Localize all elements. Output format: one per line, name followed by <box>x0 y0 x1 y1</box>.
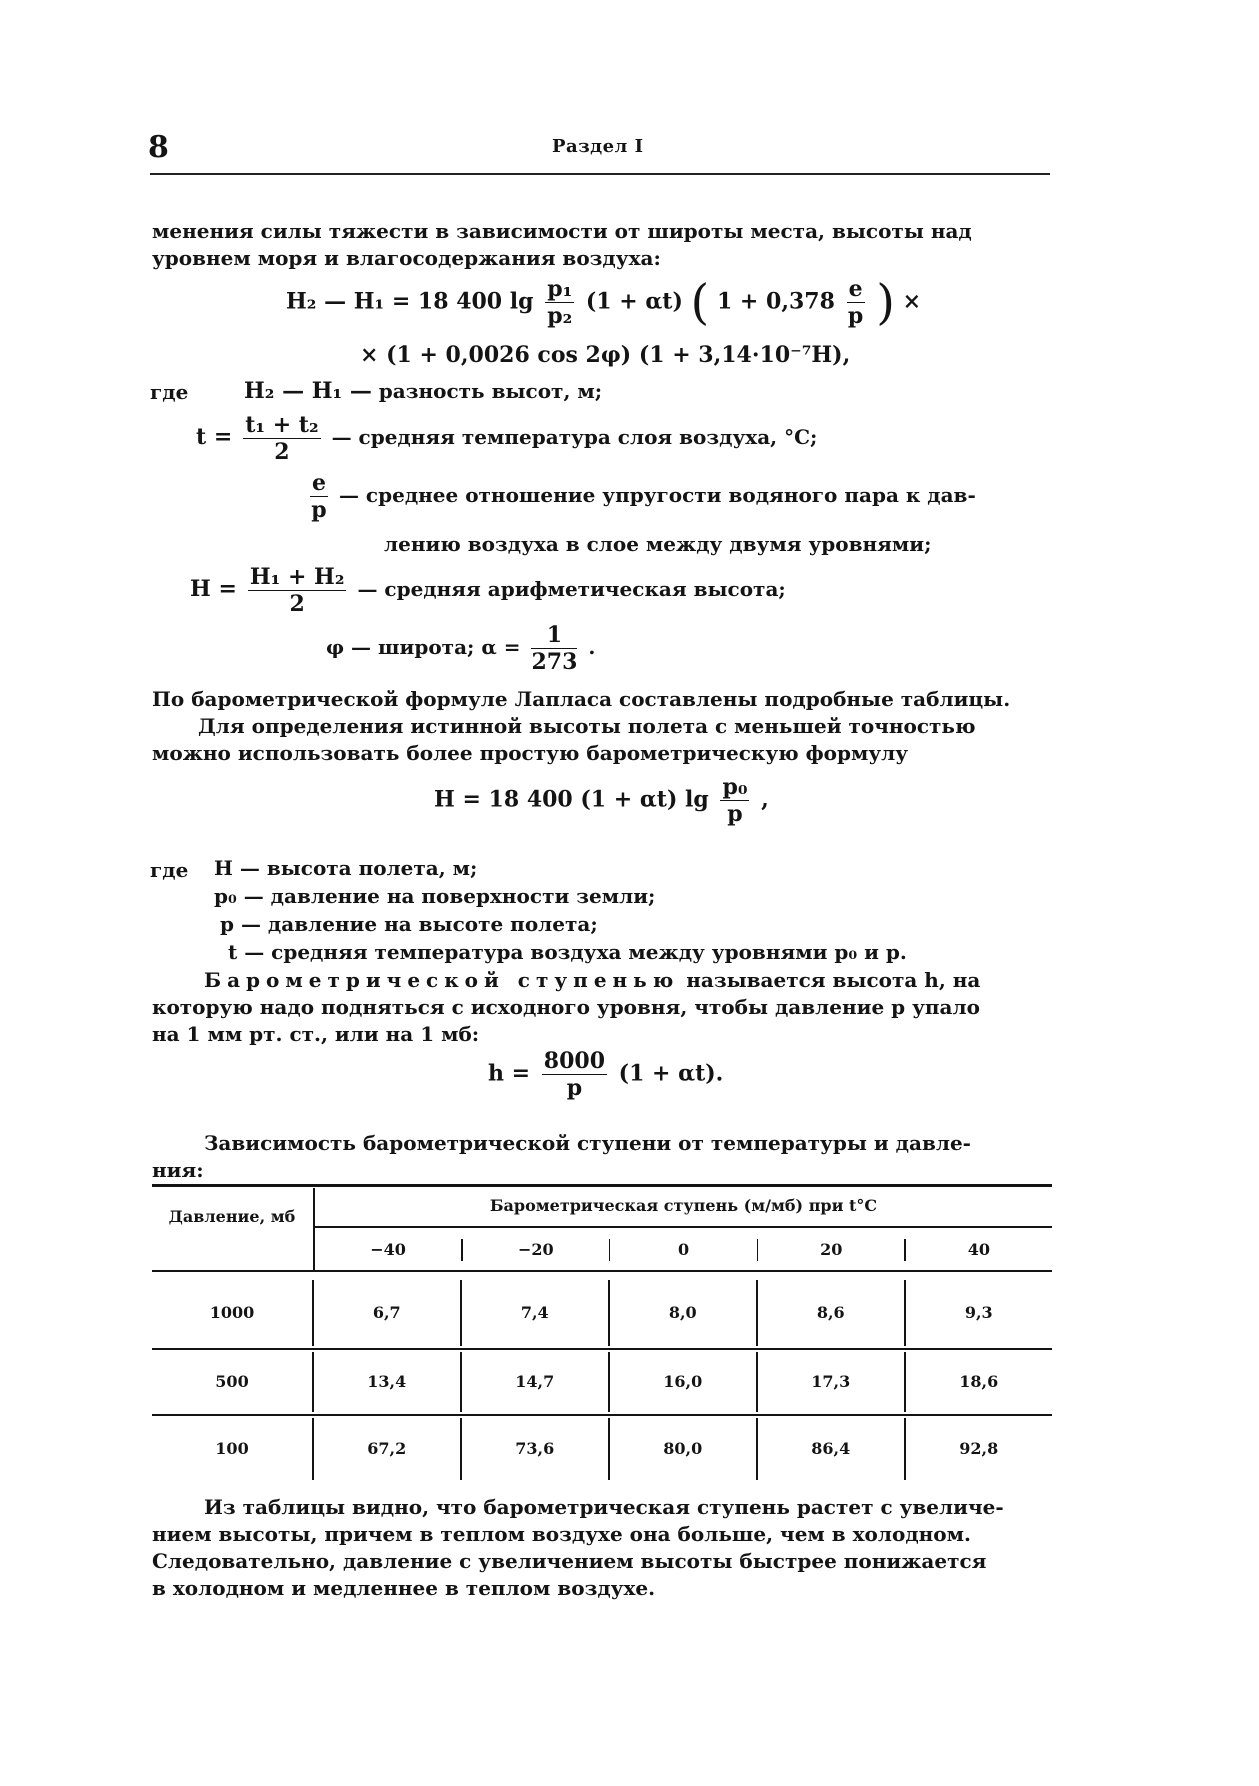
fraction <box>531 622 577 675</box>
table-value-cell: 8,0 <box>668 1303 697 1322</box>
laplace-formula-line2: × (1 + 0,0026 cos 2φ) (1 + 3,14·10⁻⁷H), <box>360 342 851 368</box>
definition-line: p — давление на высоте полета; <box>220 912 598 936</box>
definition-latitude <box>326 622 595 675</box>
formula-lhs: H₂ — H₁ = 18 400 lg <box>286 288 534 315</box>
table-value-cell: 6,7 <box>372 1303 401 1322</box>
fraction <box>310 470 328 523</box>
definition-text: — средняя арифметическая высота; <box>357 577 786 601</box>
left-paren: ( <box>690 274 710 331</box>
table-value-cell: 9,3 <box>964 1303 993 1322</box>
fraction <box>847 276 865 329</box>
fraction <box>720 774 749 827</box>
table-temp-header-row <box>315 1232 1052 1268</box>
text-line: ния: <box>152 1158 204 1182</box>
table-temp-header: 0 <box>677 1240 690 1259</box>
definition-symbol: H₂ — H₁ — <box>244 378 372 404</box>
table-row-rule <box>152 1414 1052 1416</box>
table-caption <box>152 1130 1050 1184</box>
fraction-numerator: e <box>312 470 326 496</box>
table-row <box>152 1280 1052 1346</box>
definition-symbol: t = <box>196 424 233 450</box>
table-pressure-cell: 500 <box>215 1372 249 1391</box>
text-line: Зависимость барометрической ступени от температуры и давле- <box>204 1131 971 1155</box>
page-number: 8 <box>148 130 169 165</box>
definition-text: разность высот, м; <box>378 379 603 403</box>
right-paren: ) <box>876 274 895 331</box>
table-value-cell: 8,6 <box>816 1303 845 1322</box>
table-value-cell: 92,8 <box>959 1439 999 1458</box>
definition-text: φ — широта; α = <box>326 635 521 659</box>
table-row <box>152 1418 1052 1480</box>
definition-text: — средняя температура слоя воздуха, °C; <box>331 425 818 449</box>
text-line: можно использовать более простую барометрическую формулу <box>152 741 909 765</box>
text-line: Следовательно, давление с увеличением высоты быстрее понижается <box>152 1549 987 1573</box>
table-col0-header: Давление, мб <box>168 1207 296 1226</box>
where-label: где <box>150 380 189 404</box>
simple-barometric-formula <box>434 774 769 827</box>
text-line: на 1 мм рт. ст., или на 1 мб: <box>152 1022 480 1046</box>
fraction-denominator: p <box>727 801 743 827</box>
fraction-numerator: H₁ + H₂ <box>249 564 345 590</box>
paragraph-simple-formula <box>152 686 1050 767</box>
header-rule <box>150 173 1050 175</box>
text-line: которую надо подняться с исходного уровня, чтобы давление p упало <box>152 995 980 1019</box>
table-pressure-cell: 100 <box>215 1439 249 1458</box>
step-formula <box>488 1048 723 1101</box>
intro-line: менения силы тяжести в зависимости от широты места, высоты над <box>152 219 972 243</box>
table-temp-header: 40 <box>967 1240 991 1259</box>
table-header-rule <box>152 1270 1052 1272</box>
table-temp-header: −40 <box>370 1240 406 1259</box>
fraction-numerator: e <box>848 276 863 302</box>
text-line <box>152 967 1050 994</box>
definition-text: . <box>588 635 596 659</box>
table-value-cell: 80,0 <box>663 1439 703 1458</box>
fraction-denominator: 273 <box>531 649 578 675</box>
table-subheader-rule <box>315 1226 1052 1228</box>
definition-vapor-ratio <box>306 470 976 523</box>
fraction <box>545 276 574 329</box>
text-line: По барометрической формуле Лапласа составлены подробные таблицы. <box>152 687 1011 711</box>
table-value-cell: 73,6 <box>515 1439 555 1458</box>
table-row <box>152 1352 1052 1412</box>
times-sign: × <box>902 288 922 315</box>
formula-term: 1 + 0,378 <box>716 288 835 315</box>
intro-paragraph <box>152 218 1050 272</box>
fraction <box>248 564 347 617</box>
formula-rhs: (1 + αt). <box>618 1060 724 1087</box>
definition-line: t — средняя температура воздуха между уровнями p₀ и p. <box>228 940 907 964</box>
table-temp-header: −20 <box>517 1240 554 1259</box>
definition-height-difference <box>244 378 602 404</box>
table-value-cell: 7,4 <box>520 1303 549 1322</box>
definition-mean-height <box>190 564 786 617</box>
table-value-cell: 17,3 <box>811 1372 851 1391</box>
table-value-cell: 14,7 <box>515 1372 555 1391</box>
fraction-numerator: p₀ <box>722 774 748 800</box>
fraction-numerator: t₁ + t₂ <box>245 412 319 438</box>
table-pressure-cell: 1000 <box>209 1303 255 1322</box>
text-fragment: называется высота h, на <box>686 968 981 992</box>
fraction-denominator: 2 <box>289 591 305 617</box>
text-line: в холодном и медленнее в теплом воздухе. <box>152 1576 656 1600</box>
fraction-numerator: p₁ <box>547 276 573 302</box>
formula-term: (1 + αt) <box>585 288 683 315</box>
formula-end: , <box>761 786 769 813</box>
table-value-cell: 16,0 <box>663 1372 703 1391</box>
fraction-denominator: p <box>847 303 864 329</box>
laplace-formula <box>286 276 921 329</box>
definition-line: H — высота полета, м; <box>214 856 478 880</box>
table-group-header: Барометрическая ступень (м/мб) при t°C <box>489 1196 878 1215</box>
paragraph-barometric-step <box>152 967 1050 1048</box>
term-spaced: Барометрической ступенью <box>204 968 680 992</box>
fraction-denominator: p <box>566 1075 583 1101</box>
fraction <box>542 1048 607 1101</box>
table-value-cell: 13,4 <box>367 1372 407 1391</box>
running-head: Раздел I <box>552 136 644 157</box>
fraction-numerator: 1 <box>531 622 577 649</box>
table-temp-header: 20 <box>820 1240 843 1259</box>
text-line: Для определения истинной высоты полета с меньшей точностью <box>198 714 976 738</box>
where-label: где <box>150 858 189 882</box>
intro-line: уровнем моря и влагосодержания воздуха: <box>152 246 661 270</box>
table-top-rule <box>152 1184 1052 1187</box>
text-line: Из таблицы видно, что барометрическая ступень растет с увеличе- <box>204 1495 1004 1519</box>
table-value-cell: 86,4 <box>811 1439 851 1458</box>
definition-text: — среднее отношение упругости водяного пара к дав- <box>338 483 976 507</box>
formula-lhs: H = 18 400 (1 + αt) lg <box>434 786 709 813</box>
conclusion-paragraph <box>152 1494 1050 1602</box>
definition-vapor-ratio-cont: лению воздуха в слое между двумя уровнями; <box>384 532 932 556</box>
fraction <box>243 412 320 465</box>
table-value-cell: 18,6 <box>959 1372 999 1391</box>
fraction-denominator: p₂ <box>547 303 573 329</box>
text-line: нием высоты, причем в теплом воздухе она больше, чем в холодном. <box>152 1522 971 1546</box>
fraction-numerator: 8000 <box>543 1048 605 1074</box>
definition-line: p₀ — давление на поверхности земли; <box>214 884 656 908</box>
fraction-denominator: p <box>311 497 327 523</box>
table-value-cell: 67,2 <box>367 1439 407 1458</box>
definition-mean-temperature <box>196 412 817 465</box>
fraction-denominator: 2 <box>274 439 290 465</box>
formula-lhs: h = <box>488 1060 531 1087</box>
definition-symbol: H = <box>190 576 237 602</box>
table-row-rule <box>152 1348 1052 1350</box>
